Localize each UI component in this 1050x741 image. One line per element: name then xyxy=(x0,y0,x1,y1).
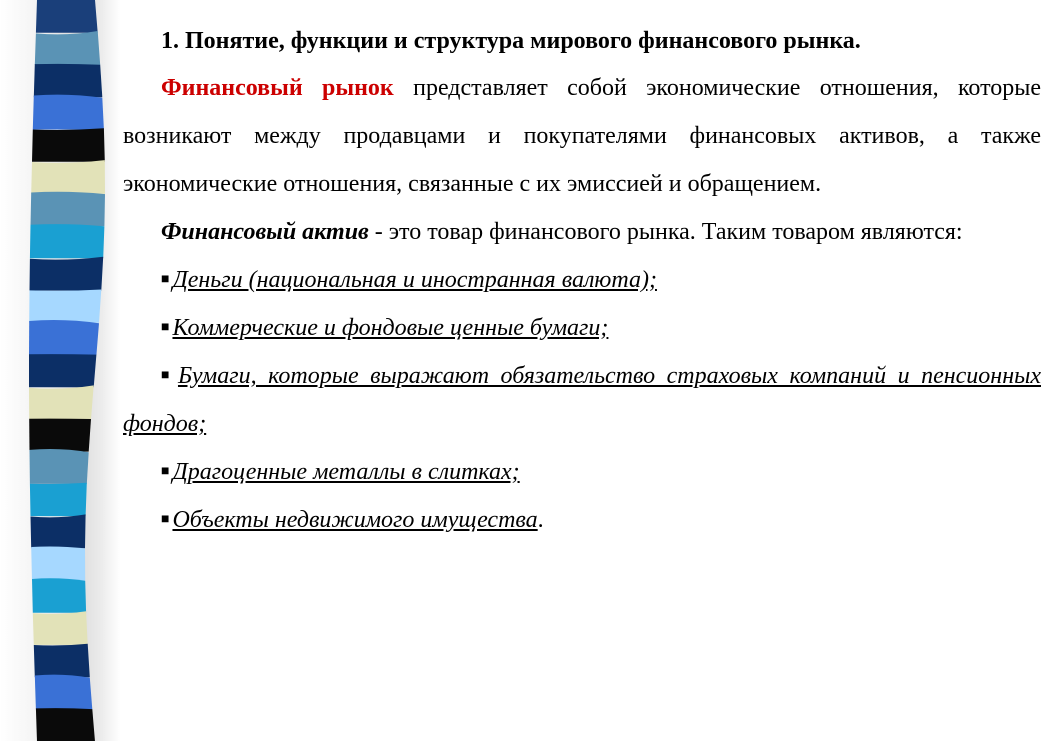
stripe-block xyxy=(30,257,104,291)
list-item-suffix: . xyxy=(537,507,544,533)
square-bullet-icon: ■ xyxy=(161,320,170,335)
slide-content xyxy=(123,18,1041,544)
paragraph-financial-market-text: представляет собой экономические отношения, которые возникают между продавцами и покупателями финансовых активов, а также экономические отношения, связанные с их эмиссией и обращением. xyxy=(123,75,1042,197)
stripe-block xyxy=(31,192,106,226)
stripe-block xyxy=(31,514,86,548)
list-item-text: Объекты недвижимого имущества xyxy=(172,507,538,533)
stripe-block xyxy=(31,546,85,580)
term-financial-asset: Финансовый актив xyxy=(161,219,369,245)
stripe-block xyxy=(29,290,101,323)
stripe-block xyxy=(35,31,100,65)
stripe-block xyxy=(31,160,105,194)
list-item-text: Деньги (национальная и иностранная валюта); xyxy=(172,267,657,293)
stripe-block xyxy=(36,708,95,741)
paragraph-financial-asset xyxy=(123,208,1041,256)
stripe-block xyxy=(29,320,99,355)
stripe-block xyxy=(36,0,98,33)
square-bullet-icon: ■ xyxy=(161,464,170,479)
stripe-block xyxy=(29,419,91,452)
stripe-block xyxy=(34,64,103,97)
slide-title: 1. Понятие, функции и структура мирового финансового рынка. xyxy=(161,28,861,54)
list-item-money xyxy=(123,256,1041,304)
square-bullet-icon: ■ xyxy=(161,368,175,383)
stripe-block xyxy=(34,644,90,678)
decorative-stripe xyxy=(0,0,120,741)
stripe-block xyxy=(32,128,105,161)
list-item-insurance-papers xyxy=(123,352,1041,448)
square-bullet-icon: ■ xyxy=(161,512,170,527)
stripe-block xyxy=(33,611,88,645)
list-item-text: Бумаги, которые выражают обязательство страховых компаний и пенсионных фондов; xyxy=(123,363,1041,437)
stripe-block xyxy=(30,483,87,516)
stripe-block xyxy=(32,578,86,612)
stripe-block xyxy=(29,354,96,387)
stripe-block xyxy=(33,95,104,130)
term-financial-market: Финансовый рынок xyxy=(161,75,394,101)
list-item-text: Коммерческие и фондовые ценные бумаги; xyxy=(172,315,609,341)
stripe-block xyxy=(30,224,105,258)
list-item-real-estate xyxy=(123,496,1041,544)
list-item-securities xyxy=(123,304,1041,352)
paragraph-financial-market xyxy=(123,64,1041,208)
stripe-block xyxy=(29,385,94,419)
list-item-precious-metals xyxy=(123,448,1041,496)
square-bullet-icon: ■ xyxy=(161,272,170,287)
paragraph-financial-asset-text: - это товар финансового рынка. Таким товаром являются: xyxy=(374,219,963,245)
stripe-block xyxy=(35,675,93,710)
list-item-text: Драгоценные металлы в слитках; xyxy=(172,459,520,485)
stripe-block xyxy=(30,449,89,484)
